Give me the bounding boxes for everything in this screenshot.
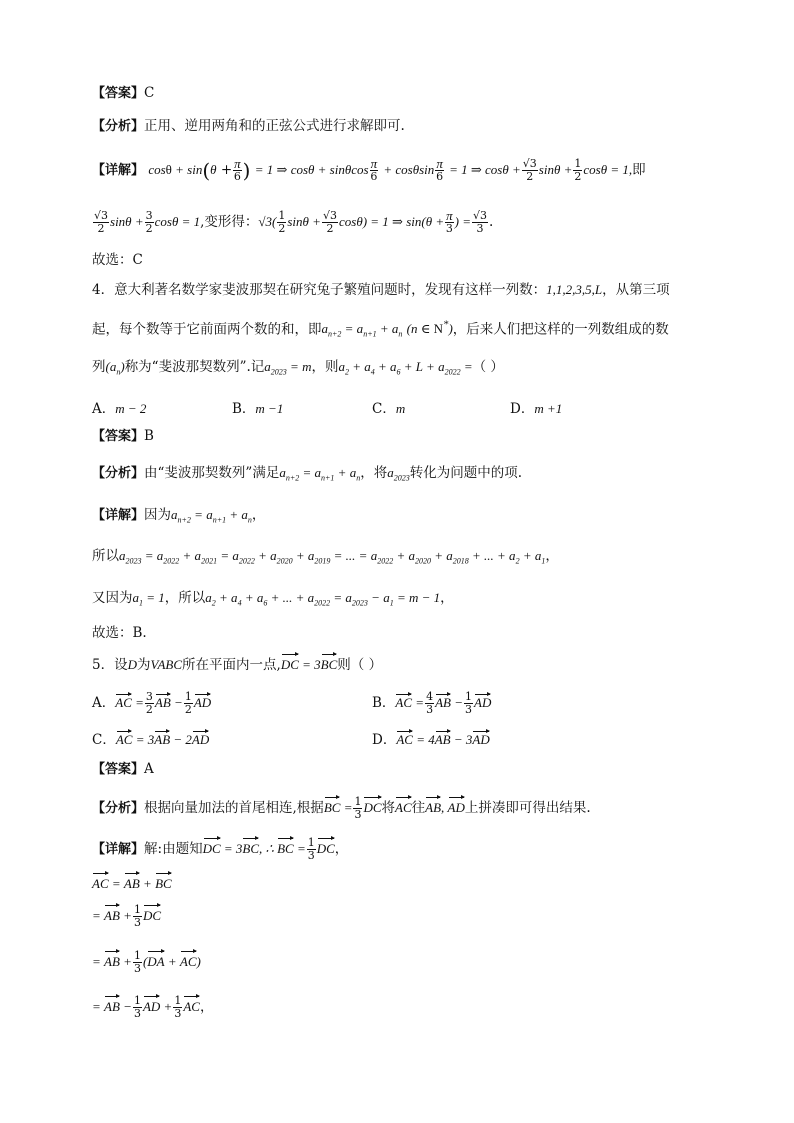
analysis-text-c: 往	[411, 800, 426, 816]
q5-stem-d: 则（ ）	[337, 657, 383, 673]
detail-tag: 【详解】	[92, 508, 145, 523]
q4-stem-text3d: （ ）	[472, 359, 504, 375]
q4-stem-line1	[92, 280, 670, 300]
q3-detail-line2: $\frac{√3}{2}$ sinθ + $\frac{3}{2}$ cosθ = 1,变形得：√3( $\frac{1}{2}$ sinθ + $\frac{√3}{2}$ cosθ) = 1 ⇒ sin(θ + $\frac{\pi}{3}$ ) = $\frac{√3}{3}$ .	[94, 208, 494, 235]
q5-derivation-line2: = AB + $\frac{1}{3}$ DC	[92, 903, 162, 929]
q4-option-b: B．m −1	[232, 401, 284, 417]
q5-option-d: D．AC = 4AB − 3AD	[372, 732, 490, 748]
q4-seq: 1,1,2,3,5,L	[546, 282, 603, 297]
analysis-text-a: 根据向量加法的首尾相连,根据	[144, 800, 324, 816]
q4-detail-line1: 【详解】因为$a_{n+2} = a_{n+1} + a_n$，	[92, 507, 266, 525]
answer-value: C	[144, 85, 155, 101]
q5-answer	[92, 759, 154, 780]
detail-text-3a: 又因为	[92, 590, 133, 606]
q5-stem-a: 5．设	[92, 657, 128, 673]
q4-stem-text3b: 称为“斐波那契数列”.记	[124, 359, 265, 375]
q3-answer	[92, 83, 154, 104]
transform-text: ,变形得：	[200, 214, 259, 230]
q5-derivation-line3: = AB + $\frac{1}{3}$ (DA + AC)	[92, 949, 201, 975]
q5-derivation-line1: AC = AB + BC	[92, 874, 172, 894]
answer-tag: 【答案】	[92, 762, 145, 777]
detail-tag: 【详解】	[92, 163, 145, 178]
q4-answer	[92, 426, 154, 447]
q4-detail-line3: 又因为$a_1 = 1$，所以$a_2 + a_4 + a_6$ + ... + $a_{2022} = a_{2023} - a_1 = m - 1$，	[92, 590, 454, 608]
answer-tag: 【答案】	[92, 86, 145, 101]
analysis-text-b: ，将	[360, 465, 388, 481]
q3-conclusion: 故选：C	[92, 252, 143, 268]
q4-stem-text1-end: ，从第三项	[602, 282, 670, 298]
q5-stem-b: 为	[136, 657, 151, 673]
analysis-tag: 【分析】	[92, 801, 145, 816]
answer-value: A	[144, 761, 154, 777]
q4-stem-text2a: 起，每个数等于它前面两个数的和，即	[92, 321, 322, 338]
q3-analysis	[92, 116, 405, 137]
q4-stem-line2: 起，每个数等于它前面两个数的和，即$a_{n+2} = a_{n+1} + a_n$ (n ∈ N*)，后来人们把这样的一列数组成的数	[92, 319, 669, 339]
analysis-text-d: 上拼凑即可得出结果.	[464, 800, 591, 816]
q5-option-b: B．AC = $\frac{4}{3}$ AB − $\frac{1}{3}$ AD	[372, 690, 492, 716]
q5-derivation-line4: = AB − $\frac{1}{3}$ AD + $\frac{1}{3}$ AC，	[92, 994, 214, 1020]
detail-text-a: 因为	[144, 507, 172, 523]
analysis-text-a: 由“斐波那契数列”满足	[144, 465, 280, 481]
q4-stem-text1: 4．意大利著名数学家斐波那契在研究兔子繁殖问题时，发现有这样一列数：	[92, 282, 547, 298]
analysis-text-c: 转化为问题中的项.	[409, 465, 522, 481]
q5-stem-c: 所在平面内一点,	[182, 657, 281, 673]
q5-option-c: C．AC = 3AB − 2AD	[92, 732, 210, 748]
analysis-text-b: 将	[381, 800, 396, 816]
q4-analysis: 【分析】由“斐波那契数列”满足$a_{n+2} = a_{n+1} + a_n$，将$a_{2023}$转化为问题中的项.	[92, 465, 522, 483]
q4-detail-line2: 所以$a_{2023} = a_{2022} + a_{2021} = a_{2022} + a_{2020} + a_{2019}$ = ... = $a_{2022} + a_{2020} + a_{2018}$ + ... + $a_2 + a_1$，	[92, 548, 559, 566]
q3-detail-line1: 【详解】 cosθ + sin(θ + $\frac{\pi}{6}$ ) = 1 ⇒ cosθ + sinθcos $\frac{\pi}{6}$ + cosθsin $\frac{\pi}{6}$ = 1 ⇒ cosθ + $\frac{√3}{2}$ sinθ + $\frac{1}{2}$ cosθ = 1,即	[92, 156, 646, 183]
q4-stem-line3: 列$(a_n)$称为“斐波那契数列”.记$a_{2023} = m$，则$a_2 + a_4 + a_6 + L + a_{2022}$ =（ ）	[92, 359, 504, 377]
q5-stem: 5．设D为VABC所在平面内一点,DC = 3BC则（ ）	[92, 657, 383, 673]
q4-option-a: A．m − 2	[92, 401, 147, 417]
q4-stem-text3c: ，则	[311, 359, 339, 375]
q5-analysis: 【分析】根据向量加法的首尾相连,根据BC = $\frac{1}{3}$ DC将AC往AB, AD上拼凑即可得出结果.	[92, 795, 591, 821]
q5-detail-line1: 【详解】解:由题知DC = 3BC, ∴ BC = $\frac{1}{3}$ DC，	[92, 836, 349, 862]
q4-option-c: C．m	[372, 401, 406, 417]
q4-conclusion: 故选：B.	[92, 625, 147, 641]
detail-text-a: 解:由题知	[144, 841, 203, 857]
answer-tag: 【答案】	[92, 429, 145, 444]
analysis-tag: 【分析】	[92, 466, 145, 481]
analysis-text: 正用、逆用两角和的正弦公式进行求解即可.	[144, 118, 405, 134]
detail-prefix: 所以	[92, 548, 119, 564]
q4-stem-text2b: ，后来人们把这样的一列数组成的数	[452, 321, 669, 338]
answer-value: B	[144, 428, 154, 444]
q5-option-a: A．AC = $\frac{3}{2}$ AB − $\frac{1}{2}$ AD	[92, 690, 212, 716]
q4-stem-text3a: 列	[92, 359, 106, 375]
detail-tag: 【详解】	[92, 842, 145, 857]
detail-suffix: 即	[632, 162, 646, 178]
analysis-tag: 【分析】	[92, 119, 145, 134]
q4-option-d: D．m +1	[510, 401, 563, 417]
detail-text-3b: ，所以	[164, 590, 206, 606]
